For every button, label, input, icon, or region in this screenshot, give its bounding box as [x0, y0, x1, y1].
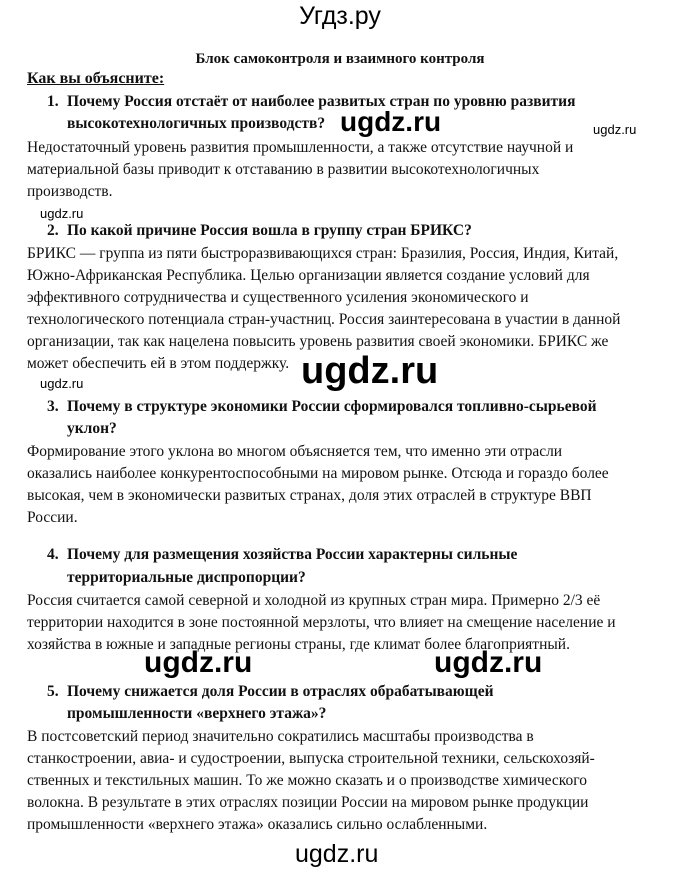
question-text-line: Почему снижается доля России в отраслях обрабатывающей [67, 683, 494, 700]
site-title: Угдз.ру [299, 2, 381, 30]
question-5-line-2: промышленности «верхнего этажа»? [67, 705, 327, 722]
question-5 [47, 683, 494, 701]
question-1 [47, 93, 575, 111]
question-text-line: Почему в структуре экономики России сформировался топливно-сырьевой [67, 398, 597, 415]
watermark: ugdz.ru [295, 840, 379, 868]
question-4 [47, 546, 517, 564]
answer-3-line-4: России. [27, 509, 78, 526]
answer-2-line-1: БРИКС — группа из пяти быстроразвивающихся стран: Бразилия, Россия, Индия, Китай, [27, 245, 619, 262]
watermark: ugdz.ru [40, 206, 84, 221]
answer-2-line-3: эффективного сотрудничества и существенного усиления экономического и [27, 289, 529, 306]
question-number: 2. [47, 222, 59, 239]
question-1-line-2: высокотехнологичных производств? [67, 115, 326, 132]
answer-5-line-4: волокна. В результате в этих отраслях позиции России на мировом рынке продукции [27, 794, 589, 811]
question-3-line-2: уклон? [67, 420, 117, 437]
answer-2-line-4: технологического потенциала стран-участниц. Россия заинтересована в участии в данной [27, 311, 621, 328]
answer-4-line-2: территории находится в зоне постоянной мерзлоты, что влияет на смещение население и [27, 614, 616, 631]
answer-5-line-3: ственных и текстильных машин. То же можно сказать и о производстве химического [27, 772, 588, 789]
answer-1-line-2: материальной базы приводит к отставанию в развитии высокотехнологичных [27, 161, 540, 178]
answer-2-line-2: Южно-Африканская Республика. Целью организации является создание условий для [27, 267, 590, 284]
answer-4-line-3: хозяйства в южные и западные регионы страны, где климат более благоприятный. [27, 636, 570, 653]
question-number: 1. [47, 93, 59, 110]
question-4-line-2: территориальные диспропорции? [67, 569, 306, 586]
answer-2-line-5: организации, так как нацелена повысить уровень развития своей экономики. БРИКС же [27, 333, 609, 350]
watermark: ugdz.ru [340, 106, 442, 137]
answer-4-line-1: Россия считается самой северной и холодной из крупных стран мира. Примерно 2/3 её [27, 592, 601, 609]
block-heading: Блок самоконтроля и взаимного контроля [195, 51, 485, 67]
answer-5-line-2: станкостроении, авиа- и судостроении, выпуска строительной техники, сельскохозяй- [27, 750, 595, 767]
answer-3-line-1: Формирование этого уклона во многом объясняется тем, что именно эти отрасли [27, 443, 563, 460]
watermark: ugdz.ru [144, 646, 253, 679]
question-number: 3. [47, 398, 59, 415]
answer-1-line-1: Недостаточный уровень развития промышленности, а также отсутствие научной и [27, 139, 574, 156]
question-number: 5. [47, 683, 59, 700]
answer-1-line-3: производств. [27, 183, 113, 200]
answer-2-line-6: может обеспечить ей в этом поддержку. [27, 355, 290, 372]
watermark: ugdz.ru [301, 350, 439, 392]
section-heading: Как вы объясните: [27, 70, 165, 87]
watermark: ugdz.ru [40, 376, 84, 391]
watermark: ugdz.ru [593, 122, 637, 137]
watermark: ugdz.ru [434, 646, 543, 679]
question-text-line: По какой причине Россия вошла в группу стран БРИКС? [67, 222, 472, 239]
question-text-line: Почему Россия отстаёт от наиболее развитых стран по уровню развития [67, 93, 576, 110]
question-number: 4. [47, 546, 59, 563]
question-text-line: Почему для размещения хозяйства России характерны сильные [67, 546, 518, 563]
question-3 [47, 398, 597, 416]
answer-5-line-1: В постсоветский период значительно сократились масштабы производства в [27, 728, 534, 745]
answer-3-line-3: высокая, чем в экономически развитых странах, доля этих отраслей в структуре ВВП [27, 487, 592, 504]
answer-3-line-2: оказались наиболее конкурентоспособными на мировом рынке. Отсюда и гораздо более [27, 465, 609, 482]
question-2 [47, 222, 472, 240]
answer-5-line-5: промышленности «верхнего этажа» оказались сильно ослабленными. [27, 816, 488, 833]
